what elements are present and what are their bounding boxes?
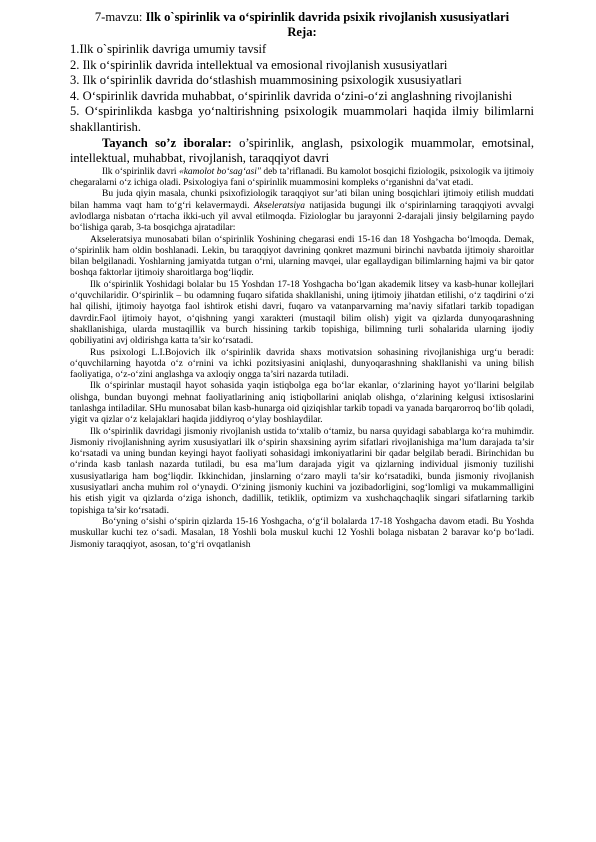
paragraph-2 bbox=[70, 189, 534, 234]
keywords-line bbox=[70, 136, 534, 167]
paragraph-5: Rus psixologi L.I.Bojovich ilk o‘spirinlik davrida shaxs motivatsion sohasining rivojlanishiga urg‘u beradi: o‘quvchilarning hayotda o‘z o‘rnini va ichki pozitsiyasini aniqlashi, dunyoqarashning shakllanishi va uning bilish faoliyatiga, o‘z-o‘zini anglashga va axloqiy ongga ta’siri nazarda tutiladi. bbox=[70, 347, 534, 381]
paragraph-2-text-rest: natijasida bugungi ilk o‘spirinlarning taraqqiyoti avvalgi avlodlarga nisbatan o‘rtacha ikki-uch yil avval etilmoqda. Fiziologlar bu jarayonni 2-darajali jinsiy belgilarning paydo bo‘lishiga qarab, 3-ta bosqichga ajratadilar: bbox=[70, 200, 535, 234]
plan-heading bbox=[70, 25, 534, 40]
plan-label: Reja: bbox=[287, 25, 317, 39]
paragraph-2-term: Akseleratsiya bbox=[253, 200, 306, 211]
title-prefix: 7-mavzu: bbox=[94, 10, 146, 24]
paragraph-1 bbox=[70, 167, 534, 190]
paragraph-4: Ilk o‘spirinlik Yoshidagi bolalar bu 15 Yoshdan 17-18 Yoshgacha bo‘lgan akademik litsey va kasb-hunar kollejlari o‘quvchilaridir. O‘spirinlik – bu odamning fuqaro sifatida shakllanishi, uning ijtimoiy jihatdan etilishi, o‘z taqdirini o‘zi hal qilishi, ijtimoiy hayotga faol ishtirok etishi davri, fuqaro va vatanparvarning ma’naviy sifatlari tarkib topadigan davrdir.Faol ijtimoiy hayot, o‘qishning yangi xarakteri (mustaqil bilim olish) yigit va qizlarda dunyoqarashning shakllanishiga, ularda mustaqillik va burch hissining tarkib topishiga, bilimning turli sohalarida ularning ijodiy qobiliyatini avj oldirishga katta ta’sir ko‘rsatadi. bbox=[70, 279, 534, 347]
paragraph-6: Ilk o‘spirinlar mustaqil hayot sohasida yaqin istiqbolga ega bo‘lar ekanlar, o‘zlarining hayot yo‘llarini belgilab olishga, bundan buyongi mehnat faoliyatlarining aniq istiqbollarini aniqlab olishga, o‘zlarining kelgusi ixtisoslarini tanlashga intiladilar. SHu munosabat bilan kasb-hunarga oid qiziqishlar tarkib topadi va yanada barqarorroq bo‘lib qoladi, yigit va qizlar o‘z kelajaklari haqida jiddiyroq o‘ylay boshlaydilar. bbox=[70, 381, 534, 426]
lecture-title bbox=[70, 10, 534, 25]
title-bold-text: Ilk o`spirinlik va o‘spirinlik davrida psixik rivojlanish xususiyatlari bbox=[145, 10, 510, 24]
plan-item: 4. O‘spirinlik davrida muhabbat, o‘spirinlik davrida o‘zini-o‘zi anglashning rivojlanishi bbox=[70, 88, 513, 103]
plan-list bbox=[70, 42, 534, 136]
paragraph-3: Akseleratsiya munosabati bilan o‘spirinlik Yoshining chegarasi endi 15-16 dan 18 Yoshgacha bo‘lmoqda. Demak, o‘spirinlik ham oldin boshlanadi. Lekin, bu taraqqiyot davrining qonkret mazmuni birinchi navbatda ijtimoiy sharoitlar bilan belgilanadi. Yoshlarning jamiyatda tutgan o‘rni, ularning mavqei, ular egallaydigan bilimlarning hajmi va bir qator boshqa faktorlar ijtimoiy sharoitlarga bog‘liqdir. bbox=[70, 234, 534, 279]
plan-item: 5. O‘spirinlikda kasbga yo‘naltirishning psixologik muammolari haqida ilmiy bilimlarni shakllantirish. bbox=[70, 104, 534, 134]
paragraph-1-text-rest: deb ta’riflanadi. Bu kamolot bosqichi fiziologik, psixologik va ijtimoiy chegaralarni o‘z ichiga oladi. Psixologiya fani o‘spirinlik muammosini kompleks o‘rganishni da’vat etadi. bbox=[70, 166, 534, 189]
keywords-text: o’spirinlik, anglash, psixologik muammolar, emotsinal, intellektual, muhabbat, rivojlanish, taraqqiyot davri bbox=[70, 135, 534, 166]
plan-item: 1.Ilk o`spirinlik davriga umumiy tavsif bbox=[70, 42, 267, 56]
paragraph-1-quote: «kamolot bo‘sag‘asi" bbox=[178, 166, 261, 177]
paragraph-1-text: Ilk o‘spirinlik davri bbox=[102, 166, 179, 177]
paragraph-8: Bo‘yning o‘sishi o‘spirin qizlarda 15-16 Yoshgacha, o‘g‘il bolalarda 17-18 Yoshgacha davom etadi. Bu Yoshda muskullar kuchi tez o‘sadi. Masalan, 18 Yoshli bola muskul kuchi 12 Yoshli bolaga nisbatan 2 baravar ko‘p bo‘ladi. Jismoniy taraqqiyot, asosan, to‘g‘ri ovqatlanish bbox=[70, 516, 534, 550]
plan-item: 3. Ilk o‘spirinlik davrida do‘stlashish muammosining psixologik xususiyatlari bbox=[70, 73, 462, 88]
keywords-label: Tayanch so’z iboralar: bbox=[102, 135, 232, 150]
paragraph-2-text: Bu juda qiyin masala, chunki psixofiziologik taraqqiyot sur’ati bilan uning bosqichlari ijtimoiy etilish muddati bilan hamma vaqt ham to‘g‘ri kelavermaydi. bbox=[70, 189, 534, 211]
paragraph-7: Ilk o‘spirinlik davridagi jismoniy rivojlanish ustida to‘xtalib o‘tamiz, bu narsa quyidagi sabablarga ko‘ra muhimdir. Jismoniy rivojlanishning ayrim xususiyatlari ilk o‘spirin shaxsining ayrim sifatlari rivojlanishiga ma’lum darajada ta’sir ko‘rsatadi va uning bundan keyingi hayot faoliyati sohasidagi imkoniyatlarini bir qadar belgilab beradi. Birinchidan bu o‘rinda kasb tanlash nazarda tutiladi, bu esa ma’lum darajada yigit va qizlarning individual jismoniy tuzilishi xususiyatlariga ham bog‘liqdir. Ikkinchidan, jinslarning o‘zaro mayli ta’sir ko‘rsatadiki, bunda jismoniy rivojlanish xususiyatlari ancha muhim rol o‘ynaydi. O‘zining jismoniy kuchini va jozibadorligini, sog‘lomligi va mukammalligini his etish yigit va qizlarda o‘ziga ishonch, dadillik, tetiklik, optimizm va xushchaqchaqlik singari sifatlarning tarkib topishiga ta’sir ko‘rsatadi. bbox=[70, 426, 534, 516]
plan-item: 2. Ilk o‘spirinlik davrida intellektual va emosional rivojlanish xususiyatlari bbox=[70, 57, 448, 72]
